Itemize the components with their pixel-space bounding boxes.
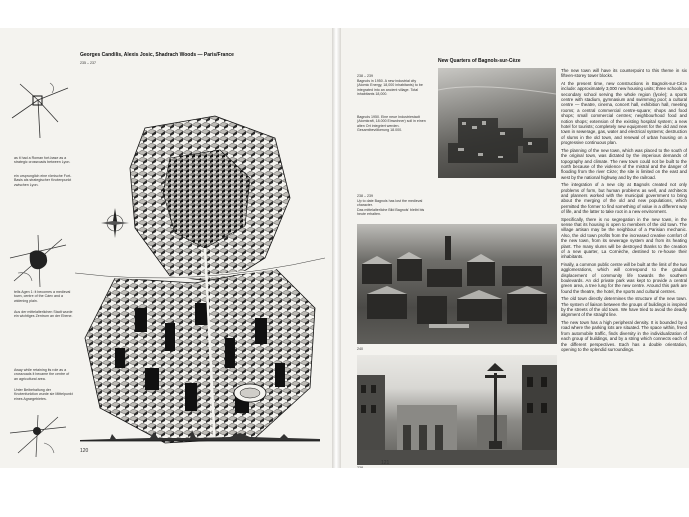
margin-note-1: as it had a Roman fort-base as a strategic crossroads between Lyon.: [14, 156, 71, 165]
margin-note-5: Away while retaining its role as a crossroads it became the centre of an agricultural area.: [14, 368, 70, 381]
body-paragraph: At the present time, new constructions in Bagnols-sur-Cèze include: approximately 3,000 new housing units; three schools; a secondary school serving the whole region (lycée); a sports centre with stadium, gymnasium and swimming pool; a cultural centre — theatre, cinema, concert hall, exhibition hall, meeting rooms; a central commercial centre-square; shops and food shops; small commercial centres; neighbourhood food and notion shops; extension of the existing hospital system; a new hotel for tourists; completely new equipment for the old and new town in sewerage, gas, water and electrical systems; destruction of slums in the old town, and renewal of urban housing on a progressive continuous plan.: [561, 80, 687, 146]
margin-note-4: Aus der mittelalterlichen Stadt wurde ein wichtiges Zentrum an der Ebene.: [14, 310, 73, 319]
aerial-photo-landscape: [438, 68, 556, 178]
left-figure-ref: 235 – 237: [80, 61, 96, 65]
left-page: [0, 28, 332, 468]
body-paragraph: The old town directly determines the structure of the new town. The system of liaison between the groups of buildings is inspired by the streets of the old town. We have tried to avoid the deadly alignment of the straight line.: [561, 296, 687, 318]
margin-note-6: Unter Beibehaltung der Knotenfunktion wurde sie Mittelpunkt eines Agrargebietes.: [14, 388, 73, 401]
left-page-header: Georges Candilis, Alexis Josic, Shadrach Woods — Paris/France: [80, 52, 234, 58]
aerial-texture: [438, 68, 556, 178]
left-page-number: 120: [80, 448, 89, 454]
axonometric-town-plan: [75, 108, 325, 448]
body-text-column: [561, 68, 687, 466]
caption-1-en: Bagnols in 1950. A new industrial city (Atomic Energy, 18,000 inhabitants) to be integrated into an ancient village. Total inhabitants 18,000.: [357, 79, 423, 97]
body-paragraph: The planning of the new town, which was placed to the south of the original town, was dictated by the imperious demands of topography and climate. The new town could not be built to the north because of the violence of the mistral and the danger of flooding from the river Cèze; the site is limited on the east and west by the national highway and by the railroad.: [561, 147, 687, 180]
caption-1-de: Bagnols 1950. Eine neue Industriestadt (Atomkraft, 18.000 Einwohner) soll in einen alten Ort integriert werden. Gesamtbevölkerung 18.000.: [357, 115, 426, 133]
body-paragraph: Specifically, there is no segregation in the new town, in the sense that its housing is open to members of the old town. The village artisan may be the neighbour of a Parisian mechanic. Also, the old town profits from the increased creative comfort of the new town, from its sewerage system and from its heating plant. The many slums will be destroyed thanks to the creation of a new quarter, La Cornèche, destined to re-house their inhabitants.: [561, 216, 687, 260]
right-page-header: New Quarters of Bagnols-sur-Cèze: [438, 58, 521, 64]
right-page: [341, 28, 689, 468]
body-paragraph: The integration of a new city at Bagnols created not only problems of form, but human problems as well, and architects and planners worked with the municipal government to bring about the merging of the old and new populations, which permitted the former to find something of value in a different way of life, and the latter to take root in a new environment.: [561, 182, 687, 215]
right-page-number: 121: [381, 460, 390, 466]
sketch-agricultural-area: [8, 413, 68, 458]
caption-2-en: Up to date Bagnols has lost the medieval character.: [357, 199, 423, 208]
photo-label-240: 240: [357, 347, 363, 351]
rooftops-texture: [357, 224, 557, 344]
figure-ref-1: 238 – 239: [357, 74, 373, 78]
photo-label-238: 238: [357, 466, 363, 468]
town-square-photo: [357, 355, 557, 465]
sketch-crossroads: [10, 78, 70, 148]
town-silhouette-panorama: [80, 426, 320, 444]
book-gutter: [332, 28, 341, 468]
body-paragraph: The new town will have its counterpoint to this theme in six fifteen-storey tower blocks.: [561, 68, 687, 79]
margin-note-3: tells Agen 1: it becomes a medieval town, centre of the Cáex and a widening plain.: [14, 290, 71, 303]
caption-2-de: Das mittelalterliche Bild Bagnols' bleibt bis heute erhalten.: [357, 208, 425, 217]
margin-note-2: ein ursprunglich eine römische Fort-Basis als strategischer Knotenpunkt zwischen Lyon.: [14, 174, 72, 187]
body-paragraph: Finally, a common public centre will be built at the limit of the two agglomerations, which will correspond to the gradual displacement of community life towards the southern boulevards. An old private park was kept to provide a central green area, a tree lung for the new centre. Around this park are found the theatre, the hotel, the sports and cultural centres.: [561, 261, 687, 294]
figure-ref-2: 238 – 239: [357, 194, 373, 198]
town-square-scene: [357, 355, 557, 465]
sketch-medieval-town: [8, 233, 68, 288]
rooftops-photo: [357, 224, 557, 344]
body-paragraph: The new town has a high peripheral density. It is bounded by a road where the parking lots are situated. The space within, freed from automobile traffic, finds diversity in the individualization of each group of buildings, and by a string which connects each of the different perspectives. Each has a double orientation, opening to the splendid surroundings.: [561, 319, 687, 352]
book-spread: [0, 28, 689, 468]
